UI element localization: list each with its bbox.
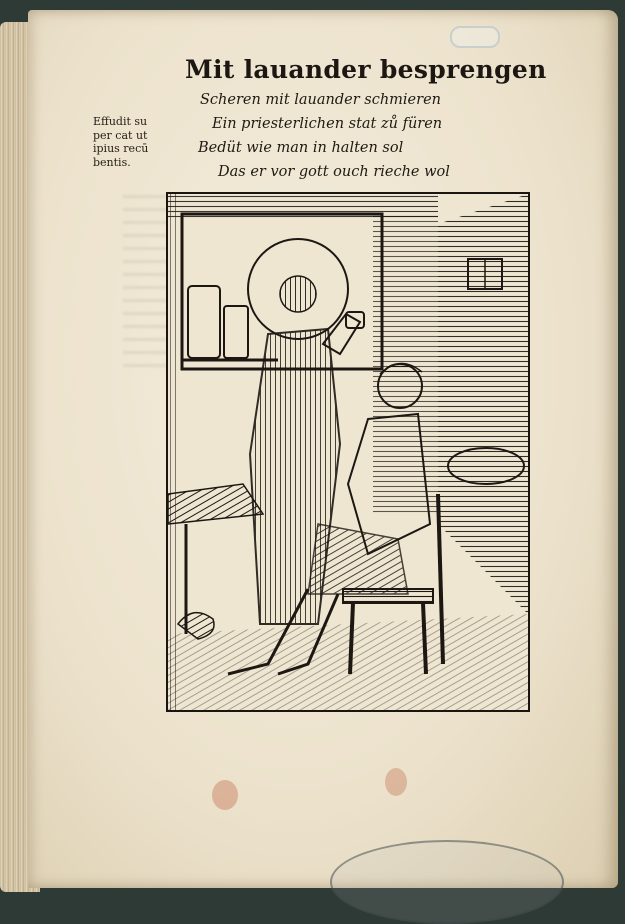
verse-line-3: Bedüt wie man in halten sol — [198, 140, 404, 156]
margin-note-line: bentis. — [93, 155, 131, 169]
page-heading: Mit lauander besprengen — [185, 55, 547, 84]
margin-note — [93, 115, 173, 169]
margin-note-line: per cat ut — [93, 128, 148, 142]
stain — [385, 768, 407, 796]
margin-note-line: Effudit su — [93, 115, 148, 128]
woodcut-illustration — [166, 192, 530, 712]
magnifier-lens — [330, 840, 564, 924]
margin-note-line: ipius recū — [93, 142, 149, 155]
page-clip — [450, 26, 500, 48]
verse-line-2: Ein priesterlichen stat zů füren — [212, 116, 443, 132]
verse-line-1: Scheren mit lauander schmieren — [200, 92, 441, 108]
verse-line-4: Das er vor gott ouch rieche wol — [218, 164, 450, 180]
stain — [212, 780, 238, 810]
